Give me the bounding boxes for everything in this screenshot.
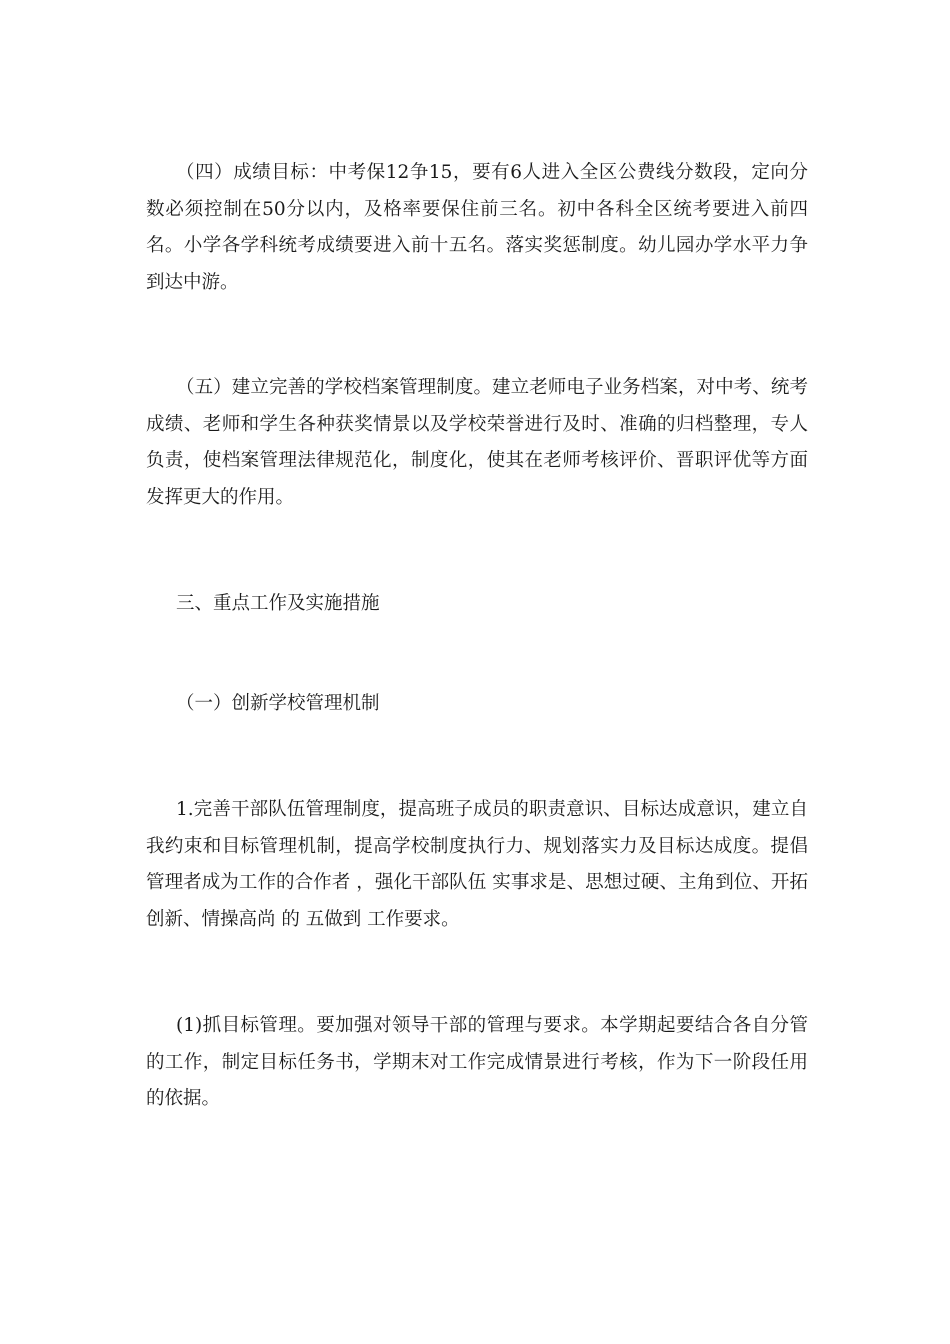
paragraph-cadre-management: 1.完善干部队伍管理制度，提高班子成员的职责意识、目标达成意识，建立自我约束和目标管理机制，提高学校制度执行力、规划落实力及目标达成度。提倡 管理者成为工作的合作者 ，强化干部队伍 实事求是、思想过硬、主角到位、开拓创新、情操高尚 的 五做到 工作要求。 bbox=[146, 799, 808, 930]
paragraph-grade-goals: （四）成绩目标：中考保12争15，要有6人进入全区公费线分数段，定向分数必须控制在50分以内，及格率要保住前三名。初中各科全区统考要进入前四名。小学各学科统考成绩要进入前十五名。落实奖惩制度。幼儿园办学水平力争到达中游。 bbox=[146, 162, 808, 293]
paragraph-target-management: (1)抓目标管理。要加强对领导干部的管理与要求。本学期起要结合各自分管的工作，制定目标任务书，学期末对工作完成情景进行考核，作为下一阶段任用的依据。 bbox=[146, 1015, 808, 1110]
paragraph-archive-management: （五）建立完善的学校档案管理制度。建立老师电子业务档案，对中考、统考成绩、老师和学生各种获奖情景以及学校荣誉进行及时、准确的归档整理，专人负责，使档案管理法律规范化，制度化，使其在老师考核评价、晋职评优等方面发挥更大的作用。 bbox=[146, 377, 808, 508]
subsection-heading-management-mechanism: （一）创新学校管理机制 bbox=[176, 693, 380, 714]
section-heading-key-work: 三、重点工作及实施措施 bbox=[176, 593, 380, 614]
